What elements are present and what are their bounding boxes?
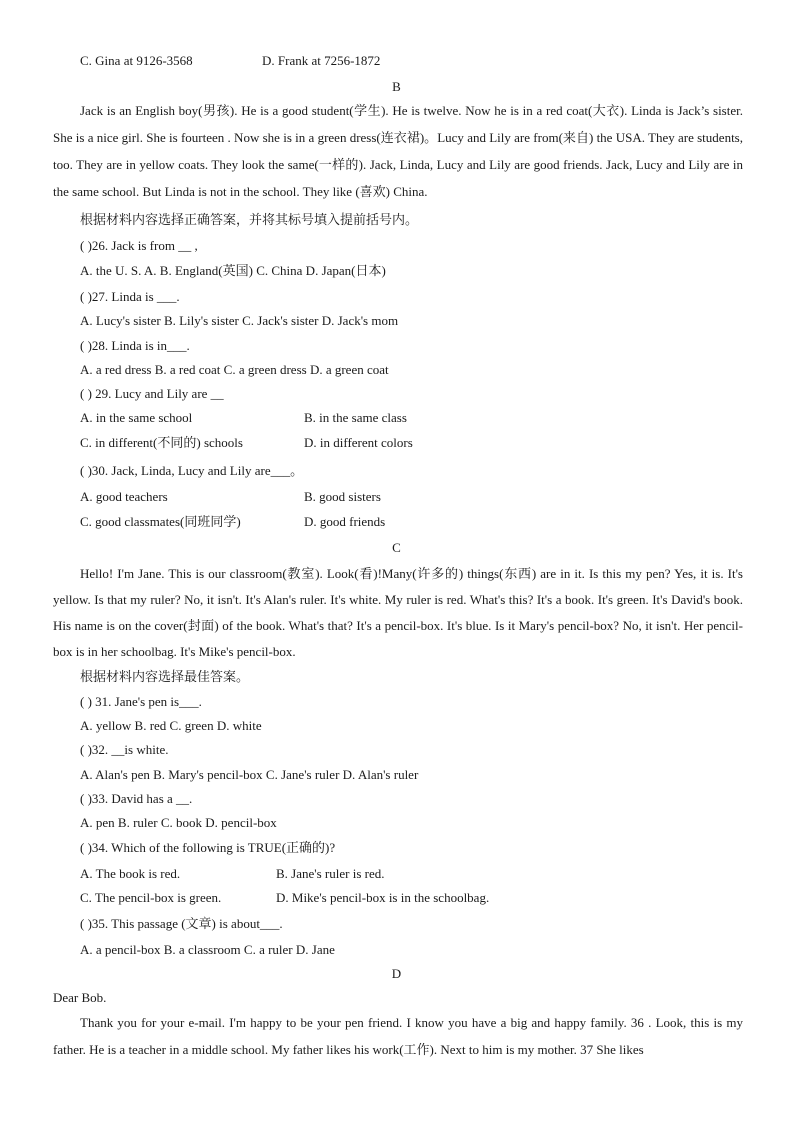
question-29-option-a: A. in the same school [80,410,193,425]
question-34-option-c: C. The pencil-box is green. [80,890,222,905]
question-31: ( ) 31. Jane's pen is___. [80,694,202,709]
question-27-options: A. Lucy's sister B. Lily's sister C. Jack's sister D. Jack's mom [80,313,399,328]
section-c-instruction: 根据材料内容选择最佳答案。 [80,669,250,684]
section-d-heading: D [391,966,402,981]
question-29-option-c: C. in different(不同的) schools [80,435,243,450]
option-d-frank: D. Frank at 7256-1872 [262,53,381,68]
question-30-option-d: D. good friends [304,514,386,529]
question-33-options: A. pen B. ruler C. book D. pencil-box [80,815,277,830]
section-c-passage [53,561,743,665]
question-34-option-b: B. Jane's ruler is red. [276,866,385,881]
question-28: ( )28. Linda is in___. [80,338,190,353]
question-29-option-b: B. in the same class [304,410,407,425]
question-35: ( )35. This passage (文章) is about___. [80,916,283,931]
question-27: ( )27. Linda is ___. [80,289,180,304]
section-b-passage [53,97,743,205]
question-35-options: A. a pencil-box B. a classroom C. a ruler D. Jane [80,942,335,957]
section-c-heading: C [392,540,401,555]
question-34-option-a: A. The book is red. [80,866,181,881]
question-31-options: A. yellow B. red C. green D. white [80,718,262,733]
section-b-instruction: 根据材料内容选择正确答案，并将其标号填入提前括号内。 [80,212,419,227]
section-b-passage-text: Jack is an English boy(男孩). He is a good student(学生). He is twelve. Now he is in a red coat(大衣). Linda is Jack’s sister. She is a nice girl. She is fourteen . Now she is in a green dress(连衣裙)。Lucy and Lily are from(来自) the USA. They are students, too. They are in yellow coats. They look the same(一样的). Jack, Linda, Lucy and Lily are good friends. Jack, Lucy and Lily are in the same school. But Linda is not in the school. They like (喜欢) China. [53,103,743,199]
question-30: ( )30. Jack, Linda, Lucy and Lily are___。 [80,463,304,478]
question-32: ( )32. __is white. [80,742,169,757]
section-d-passage-text: Thank you for your e-mail. I'm happy to be your pen friend. I know you have a big and happy family. 36 . Look, this is my father. He is a teacher in a middle school. My father likes his work(工作). Next to him is my mother. 37 She likes [53,1015,743,1057]
question-34-option-d: D. Mike's pencil-box is in the schoolbag. [276,890,490,905]
question-28-options: A. a red dress B. a red coat C. a green dress D. a green coat [80,362,389,377]
question-32-options: A. Alan's pen B. Mary's pencil-box C. Jane's ruler D. Alan's ruler [80,767,419,782]
question-26: ( )26. Jack is from __ , [80,238,198,253]
option-c-gina: C. Gina at 9126-3568 [80,53,193,68]
question-33: ( )33. David has a __. [80,791,193,806]
letter-greeting: Dear Bob. [53,990,107,1005]
section-c-passage-text: Hello! I'm Jane. This is our classroom(教室). Look(看)!Many(许多的) things(东西) are in it. Is this my pen? Yes, it is. It's yellow. Is that my ruler? No, it isn't. It's Alan's ruler. It's white. My ruler is red. What's this? It's a book. It's green. It's David's book. His name is on the cover(封面) of the book. What's that? It's a pencil-box. It's blue. Is it Mary's pencil-box? No, it isn't. Her pencil-box is in her schoolbag. It's Mike's pencil-box. [53,566,743,659]
question-29: ( ) 29. Lucy and Lily are __ [80,386,224,401]
section-d-passage [53,1009,743,1069]
question-30-option-a: A. good teachers [80,489,168,504]
question-30-option-b: B. good sisters [304,489,381,504]
question-30-option-c: C. good classmates(同班同学) [80,514,241,529]
question-29-option-d: D. in different colors [304,435,413,450]
question-34: ( )34. Which of the following is TRUE(正确的)? [80,840,336,855]
question-26-options: A. the U. S. A. B. England(英国) C. China D. Japan(日本) [80,263,386,278]
section-b-heading: B [392,79,401,94]
